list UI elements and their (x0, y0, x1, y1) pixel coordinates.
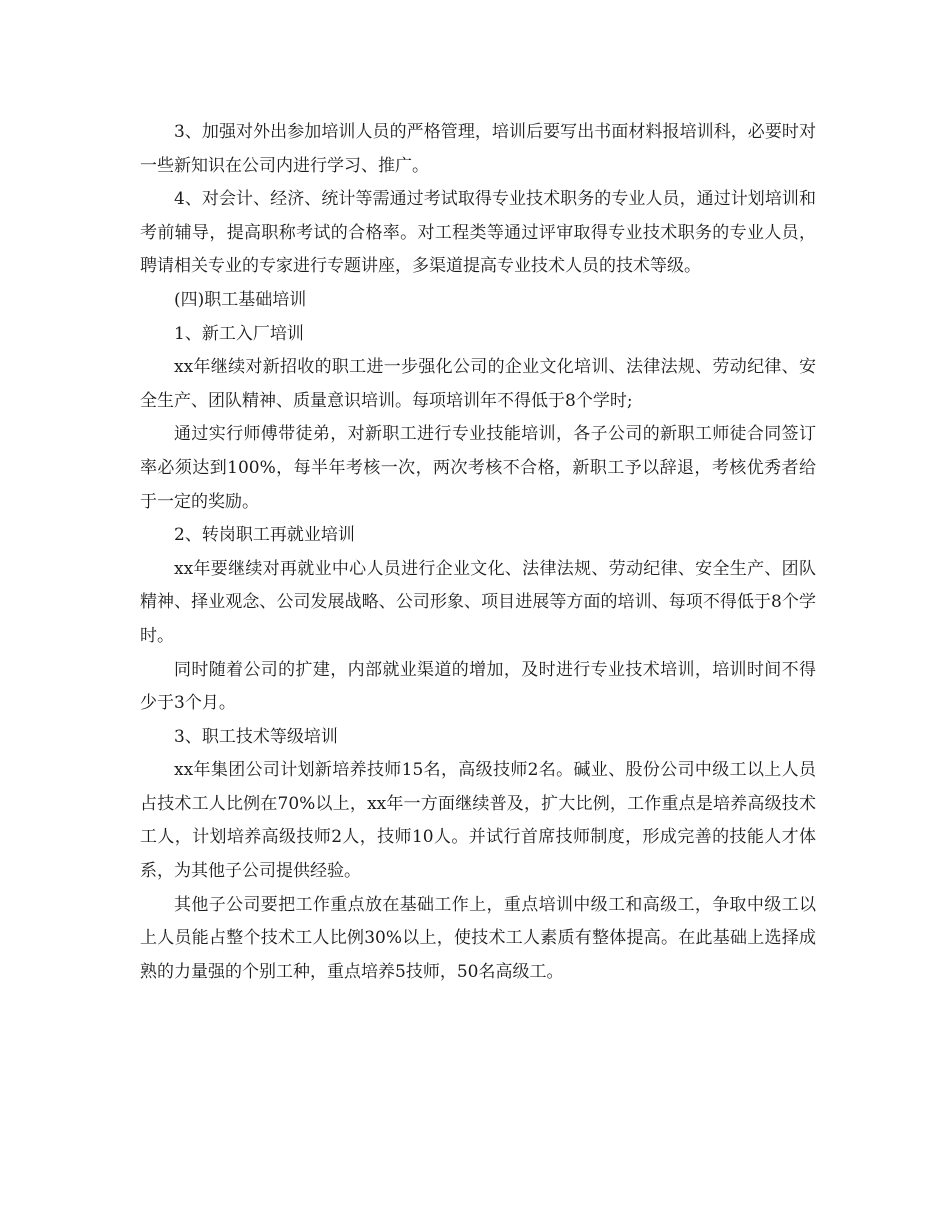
paragraph-subsidiary-focus: 其他子公司要把工作重点放在基础工作上，重点培训中级工和高级工，争取中级工以上人员能占整个技术工人比例30%以上，使技术工人素质有整体提高。在此基础上选择成熟的力量强的个别工种，重点培养5技师，50名高级工。 (140, 894, 816, 982)
paragraph-apprenticeship: 通过实行师傅带徒弟，对新职工进行专业技能培训，各子公司的新职工师徒合同签订率必须达到100%，每半年考核一次，两次考核不合格，新职工予以辞退，考核优秀者给于一定的奖励。 (140, 424, 816, 512)
subheading-new-worker-training: 1、新工入厂培训 (174, 323, 304, 344)
subheading-technical-grade-training: 3、职工技术等级培训 (174, 726, 338, 747)
paragraph-technician-plan: xx年集团公司计划新培养技师15名，高级技师2名。碱业、股份公司中级工以上人员占技术工人比例在70%以上，xx年一方面继续普及，扩大比例，工作重点是培养高级技术工人，计划培养高级技师2人，技师10人。并试行首席技师制度，形成完善的技能人才体系，为其他子公司提供经验。 (140, 760, 816, 882)
paragraph-item-3: 3、加强对外出参加培训人员的严格管理，培训后要写出书面材料报培训科，必要时对一些新知识在公司内进行学习、推广。 (140, 122, 816, 176)
paragraph-expansion-training: 同时随着公司的扩建，内部就业渠道的增加，及时进行专业技术培训，培训时间不得少于3个月。 (140, 659, 816, 714)
document-page (140, 116, 816, 989)
section-heading-4: (四)职工基础培训 (174, 289, 307, 310)
paragraph-item-4: 4、对会计、经济、统计等需通过考试取得专业技术职务的专业人员，通过计划培训和考前辅导，提高职称考试的合格率。对工程类等通过评审取得专业技术职务的专业人员，聘请相关专业的专家进行专题讲座，多渠道提高专业技术人员的技术等级。 (140, 189, 816, 277)
paragraph-reemployment-center: xx年要继续对再就业中心人员进行企业文化、法律法规、劳动纪律、安全生产、团队精神、择业观念、公司发展战略、公司形象、项目进展等方面的培训、每项不得低于8个学时。 (140, 558, 816, 646)
paragraph-new-worker-culture: xx年继续对新招收的职工进一步强化公司的企业文化培训、法律法规、劳动纪律、安全生产、团队精神、质量意识培训。每项培训年不得低于8个学时; (140, 357, 816, 411)
subheading-reemployment-training: 2、转岗职工再就业培训 (174, 525, 355, 546)
